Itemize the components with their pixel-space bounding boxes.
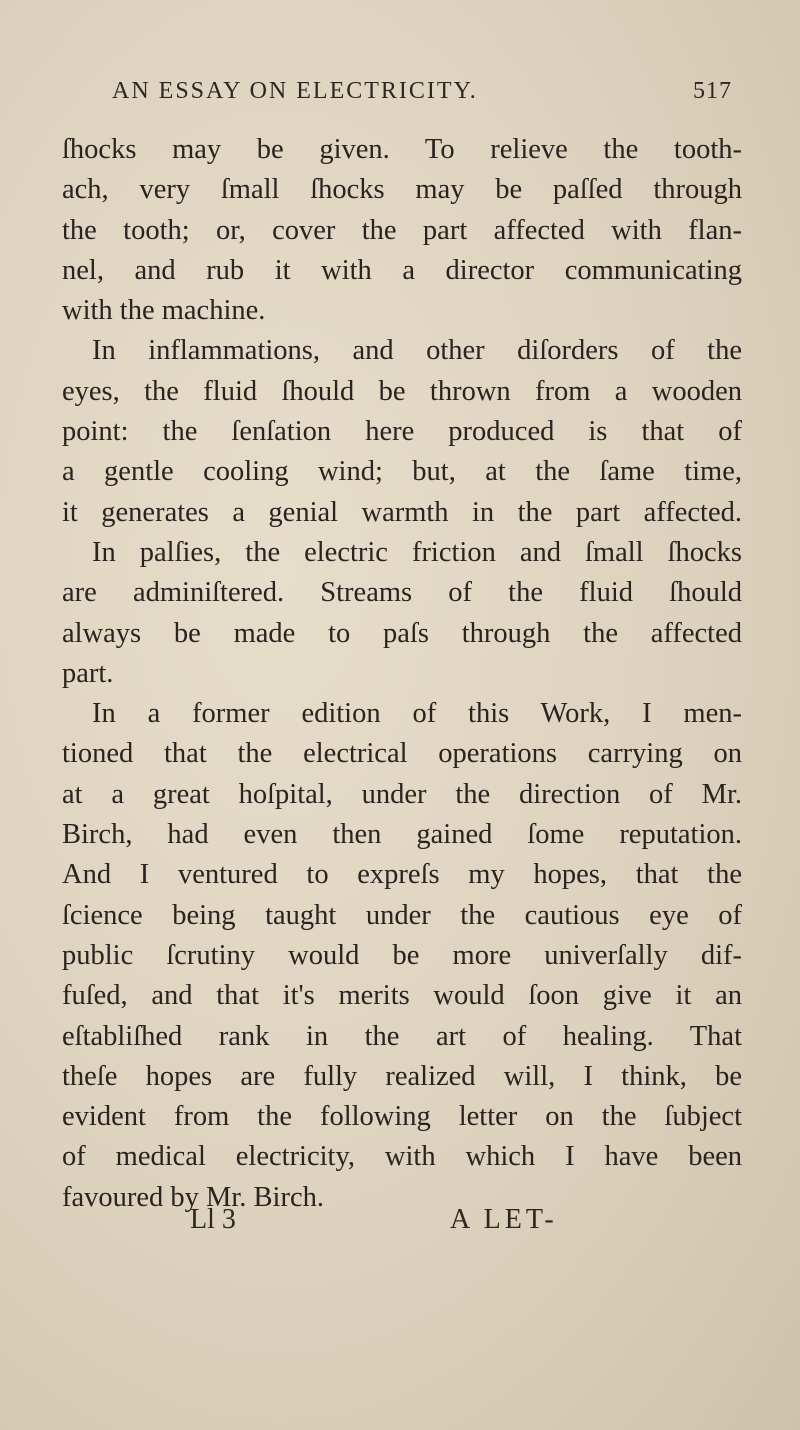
- catchword: A LET-: [450, 1204, 558, 1235]
- text-line: eſtabliſhed rank in the art of healing. That: [62, 1020, 742, 1052]
- text-line: with the machine.: [62, 295, 266, 327]
- text-line: ſcience being taught under the cautious eye of: [62, 899, 742, 931]
- running-title: AN ESSAY ON ELECTRICITY.: [112, 78, 478, 104]
- text-line: it generates a genial warmth in the part affected.: [62, 496, 742, 528]
- text-line: evident from the following letter on the ſubject: [62, 1101, 742, 1133]
- text-line: tioned that the electrical operations carrying on: [62, 738, 742, 770]
- paragraph-start-line: In inflammations, and other diſorders of the: [92, 335, 742, 367]
- text-line: of medical electricity, with which I have been: [62, 1141, 742, 1173]
- text-line: Birch, had even then gained ſome reputation.: [62, 819, 742, 851]
- text-line: theſe hopes are fully realized will, I think, be: [62, 1060, 742, 1092]
- text-line: fuſed, and that it's merits would ſoon give it an: [62, 980, 742, 1012]
- text-line: part.: [62, 657, 114, 689]
- text-line: always be made to paſs through the affected: [62, 617, 742, 649]
- text-line: a gentle cooling wind; but, at the ſame time,: [62, 456, 742, 488]
- text-line: are adminiſtered. Streams of the fluid ſhould: [62, 577, 742, 609]
- body-text: [62, 130, 742, 1218]
- paragraph-start-line: In palſies, the electric friction and ſmall ſhocks: [92, 536, 742, 568]
- text-line: the tooth; or, cover the part affected with flan-: [62, 214, 742, 246]
- text-line: ach, very ſmall ſhocks may be paſſed through: [62, 174, 742, 206]
- page-number: 517: [693, 78, 732, 104]
- text-line: ſhocks may be given. To relieve the tooth-: [62, 134, 742, 165]
- text-line: eyes, the fluid ſhould be thrown from a wooden: [62, 375, 742, 407]
- text-line: And I ventured to expreſs my hopes, that the: [62, 859, 742, 891]
- text-line: at a great hoſpital, under the direction of Mr.: [62, 778, 742, 810]
- text-line: favoured by Mr. Birch.: [62, 1181, 324, 1213]
- text-line: nel, and rub it with a director communicating: [62, 254, 742, 286]
- signature-mark: Ll 3: [190, 1204, 236, 1235]
- paragraph-start-line: In a former edition of this Work, I men-: [92, 698, 742, 730]
- text-line: public ſcrutiny would be more univerſally dif-: [62, 939, 742, 971]
- running-header: [112, 78, 732, 105]
- text-line: point: the ſenſation here produced is that of: [62, 416, 742, 448]
